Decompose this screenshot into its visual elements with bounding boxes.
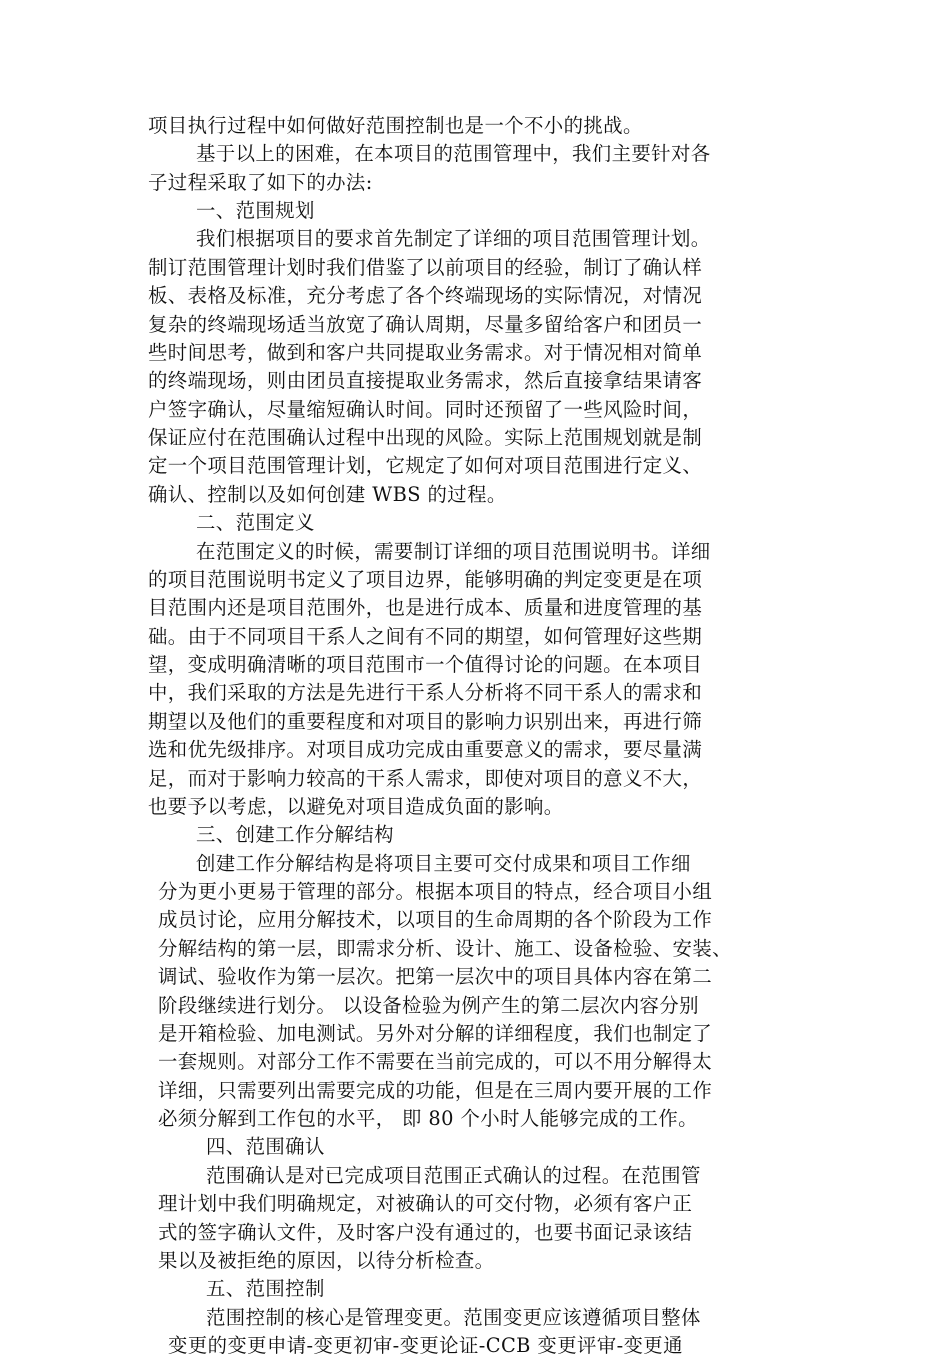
text-line: 制订范围管理计划时我们借鉴了以前项目的经验，制订了确认样 (148, 256, 703, 279)
text-line: 果以及被拒绝的原因，以待分析检查。 (158, 1249, 495, 1272)
text-line: 范围控制的核心是管理变更。范围变更应该遵循项目整体 (206, 1306, 701, 1329)
text-line: 是开箱检验、加电测试。另外对分解的详细程度，我们也制定了 (158, 1022, 713, 1045)
text-line: 范围确认是对已完成项目范围正式确认的过程。在范围管 (206, 1164, 701, 1187)
text-line: 详细，只需要列出需要完成的功能，但是在三周内要开展的工作 (158, 1079, 713, 1102)
text-line: 阶段继续进行划分。 以设备检验为例产生的第二层次内容分别 (158, 994, 699, 1017)
text-line: 户签字确认，尽量缩短确认时间。同时还预留了一些风险时间， (148, 398, 703, 421)
text-line: 定一个项目范围管理计划，它规定了如何对项目范围进行定义、 (148, 454, 703, 477)
section-heading: 五、范围控制 (206, 1277, 325, 1300)
text-line: 必须分解到工作包的水平， 即 80 个小时人能够完成的工作。 (158, 1107, 698, 1130)
text-line: 分为更小更易于管理的部分。根据本项目的特点，经合项目小组 (158, 880, 713, 903)
text-line: 保证应付在范围确认过程中出现的风险。实际上范围规划就是制 (148, 426, 703, 449)
text-line: 成员讨论，应用分解技术，以项目的生命周期的各个阶段为工作 (158, 908, 713, 931)
text-line: 子过程采取了如下的办法: (148, 171, 373, 194)
text-line: 创建工作分解结构是将项目主要可交付成果和项目工作细 (196, 852, 691, 875)
text-line: 目范围内还是项目范围外，也是进行成本、质量和进度管理的基 (148, 596, 703, 619)
text-line: 板、表格及标准，充分考虑了各个终端现场的实际情况，对情况 (148, 284, 703, 307)
text-line: 理计划中我们明确规定，对被确认的可交付物，必须有客户正 (158, 1192, 693, 1215)
text-line: 复杂的终端现场适当放宽了确认周期，尽量多留给客户和团员一 (148, 313, 703, 336)
section-heading: 二、范围定义 (196, 511, 315, 534)
text-line: 些时间思考，做到和客户共同提取业务需求。对于情况相对简单 (148, 341, 703, 364)
section-heading: 一、范围规划 (196, 199, 315, 222)
text-line: 式的签字确认文件，及时客户没有通过的，也要书面记录该结 (158, 1221, 693, 1244)
text-line: 变更的变更申请-变更初审-变更论证-CCB 变更评审-变更通 (168, 1334, 683, 1357)
text-line: 项目执行过程中如何做好范围控制也是一个不小的挑战。 (148, 114, 643, 137)
text-line: 选和优先级排序。对项目成功完成由重要意义的需求，要尽量满 (148, 738, 703, 761)
text-line: 在范围定义的时候，需要制订详细的项目范围说明书。详细 (196, 540, 711, 563)
text-line: 分解结构的第一层，即需求分析、设计、施工、设备检验、安装、 (158, 937, 732, 960)
text-line: 调试、验收作为第一层次。把第一层次中的项目具体内容在第二 (158, 965, 713, 988)
text-line: 足，而对于影响力较高的干系人需求，即使对项目的意义不大， (148, 767, 703, 790)
text-line: 我们根据项目的要求首先制定了详细的项目范围管理计划。 (196, 227, 711, 250)
text-line: 确认、控制以及如何创建 WBS 的过程。 (148, 483, 507, 506)
text-line: 的项目范围说明书定义了项目边界，能够明确的判定变更是在项 (148, 568, 703, 591)
text-line: 础。由于不同项目干系人之间有不同的期望，如何管理好这些期 (148, 625, 703, 648)
text-line: 的终端现场，则由团员直接提取业务需求，然后直接拿结果请客 (148, 369, 703, 392)
text-line: 也要予以考虑，以避免对项目造成负面的影响。 (148, 795, 564, 818)
text-line: 中，我们采取的方法是先进行干系人分析将不同干系人的需求和 (148, 681, 703, 704)
text-line: 基于以上的困难，在本项目的范围管理中，我们主要针对各 (196, 142, 711, 165)
section-heading: 三、创建工作分解结构 (196, 823, 394, 846)
section-heading: 四、范围确认 (206, 1135, 325, 1158)
text-line: 一套规则。对部分工作不需要在当前完成的，可以不用分解得太 (158, 1050, 713, 1073)
text-line: 望，变成明确清晰的项目范围市一个值得讨论的问题。在本项目 (148, 653, 703, 676)
text-line: 期望以及他们的重要程度和对项目的影响力识别出来，再进行筛 (148, 710, 703, 733)
